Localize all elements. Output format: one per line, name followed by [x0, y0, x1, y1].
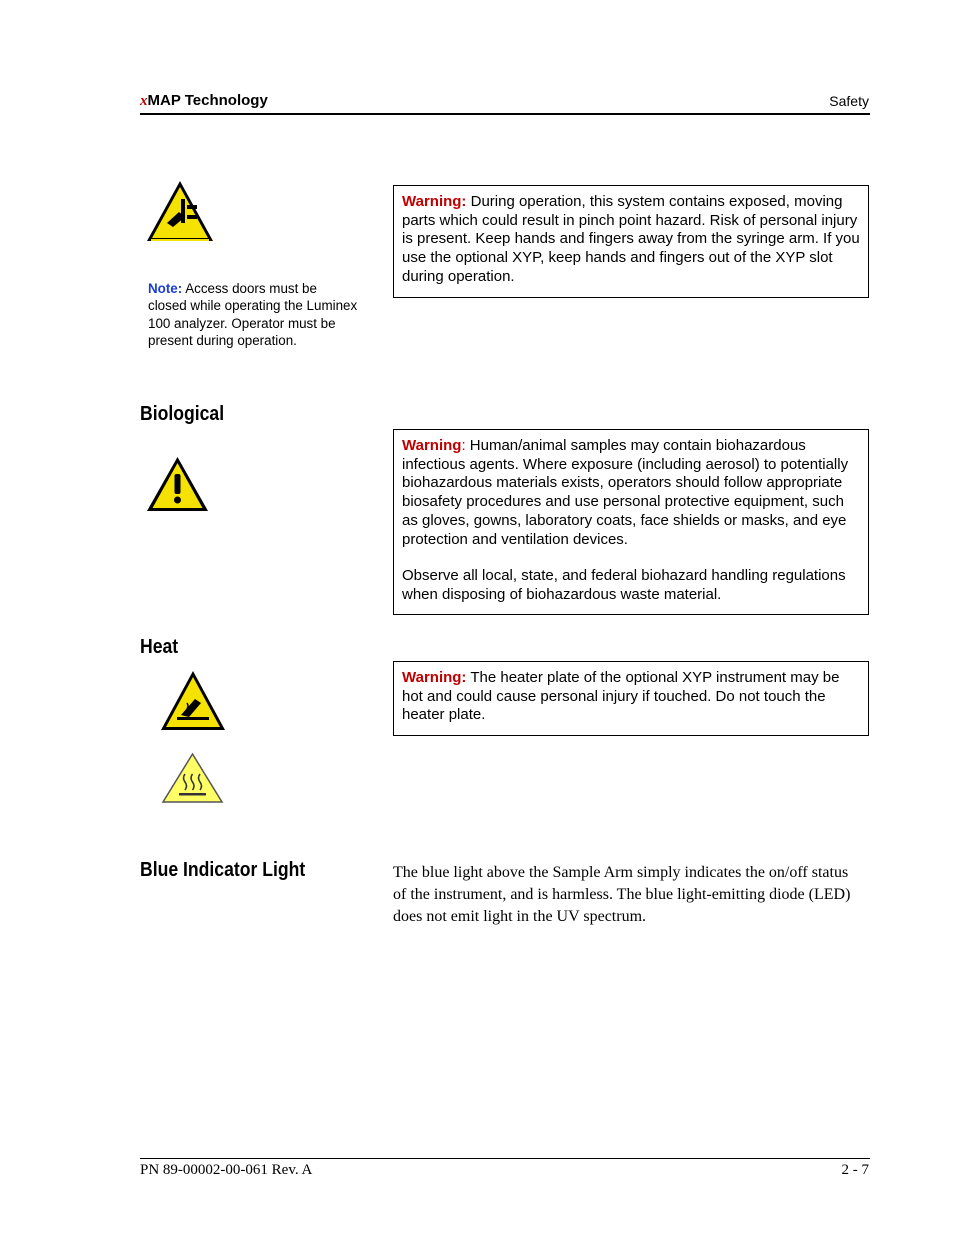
heat-warning-text: The heater plate of the optional XYP instrument may be hot and could cause personal injury if touched. Do not touch the heater plate.	[402, 669, 840, 724]
blue-indicator-light-heading: Blue Indicator Light	[140, 859, 306, 881]
brand-prefix: x	[140, 93, 148, 109]
biological-warning-box	[393, 429, 869, 615]
biological-warning-para1	[402, 437, 860, 549]
heat-heading: Heat	[140, 636, 179, 658]
biological-warning-text: Human/animal samples may contain biohazardous infectious agents. Where exposure (including aerosol) to potentially biohazardous materials exists, operators should follow appropriate biosafety procedures and use personal protective equipment, such as gloves, gowns, laboratory coats, face shields or masks, and eye protection and ventilation devices.	[402, 437, 849, 548]
pinch-warning-text: During operation, this system contains exposed, moving parts which could result in pinch point hazard. Risk of personal injury is present. Keep hands and fingers away from the syringe arm. If you use the optional XYP, keep hands and fingers out of the XYP slot during operation.	[402, 193, 860, 285]
hot-surface-hazard-icon	[159, 669, 227, 732]
brand-name: MAP Technology	[147, 92, 268, 109]
pinch-warning-box	[393, 185, 869, 298]
biological-warning-colon: :	[461, 437, 466, 454]
header-brand	[140, 92, 268, 110]
hot-surface-symbol-icon	[161, 752, 224, 804]
footer-page-number: 2 - 7	[841, 1162, 869, 1178]
header-rule	[140, 113, 870, 115]
biological-warning-para2: Observe all local, state, and federal biohazard handling regulations when disposing of biohazardous waste material.	[402, 567, 846, 603]
biological-warning-label: Warning	[402, 437, 462, 454]
footer-rule	[140, 1158, 870, 1159]
blue-indicator-light-text: The blue light above the Sample Arm simply indicates the on/off status of the instrument, and is harmless. The blue light-emitting diode (LED) does not emit light in the UV spectrum.	[393, 864, 851, 925]
pinch-hazard-icon	[145, 179, 215, 243]
footer-part-number: PN 89-00002-00-061 Rev. A	[140, 1162, 313, 1178]
heat-warning-label: Warning:	[402, 669, 467, 686]
pinch-warning-label: Warning:	[402, 193, 467, 210]
header-section: Safety	[829, 93, 869, 109]
access-door-note	[148, 280, 358, 349]
heat-warning-box	[393, 661, 869, 736]
biohazard-warning-icon	[146, 456, 209, 513]
note-text: Access doors must be closed while operating the Luminex 100 analyzer. Operator must be present during operation.	[148, 281, 358, 348]
biological-heading: Biological	[140, 403, 225, 425]
note-label: Note:	[148, 281, 183, 296]
